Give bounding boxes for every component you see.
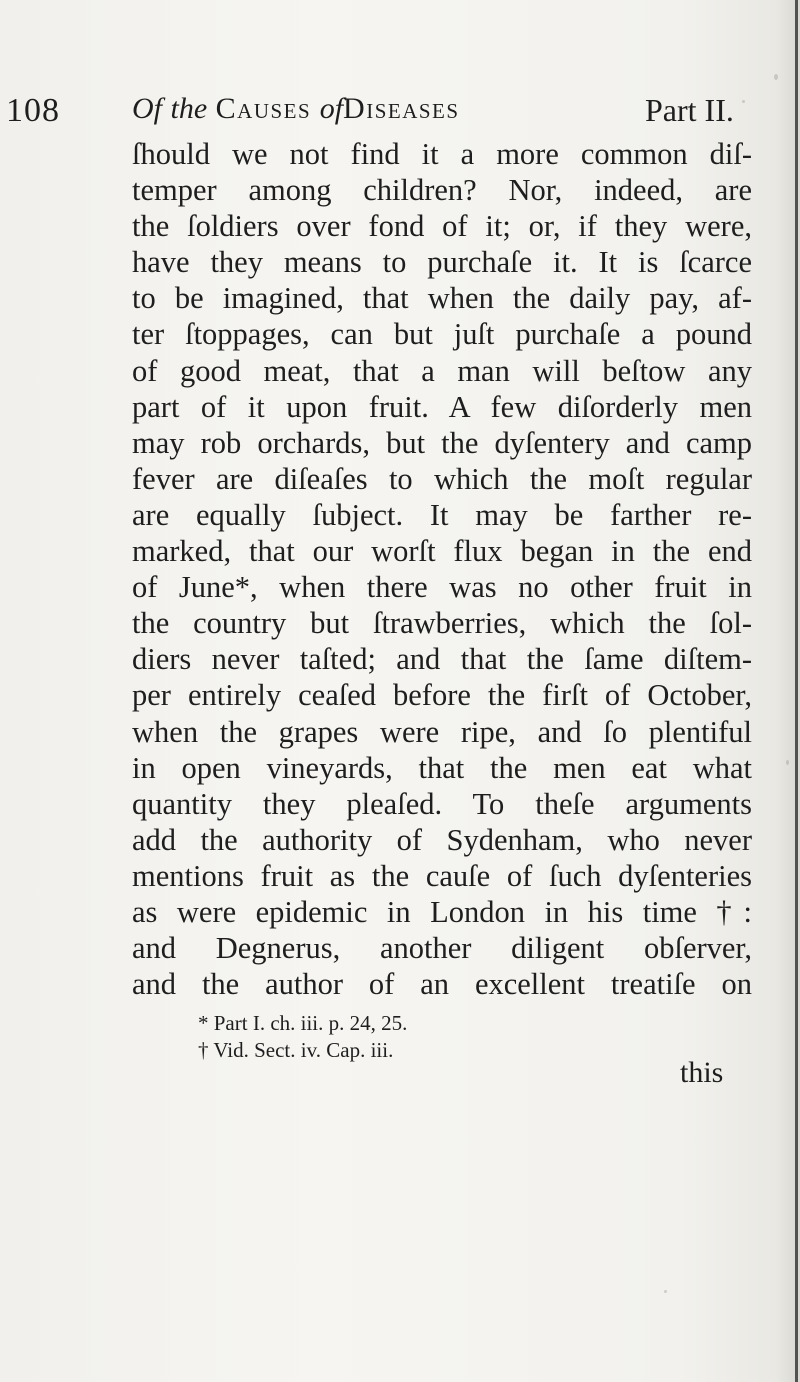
text-line: part of it upon fruit. A few diſorderly men bbox=[132, 389, 752, 424]
running-title-diseases: Diseases bbox=[343, 92, 460, 125]
text-line: ter ſtoppages, can but juſt purchaſe a pound bbox=[132, 317, 752, 352]
catchword: this bbox=[680, 1056, 724, 1089]
text-line: add the authority of Sydenham, who never bbox=[132, 822, 752, 857]
running-title-of-2: of bbox=[319, 92, 344, 125]
text-line: in open vineyards, that the men eat what bbox=[132, 750, 752, 785]
text-line: mentions fruit as the cauſe of ſuch dyſenteries bbox=[132, 858, 752, 893]
running-title-of: Of bbox=[132, 92, 162, 125]
body-text bbox=[132, 136, 752, 1002]
text-line: may rob orchards, but the dyſentery and camp bbox=[132, 425, 752, 460]
text-line: fever are diſeaſes to which the moſt regular bbox=[132, 461, 752, 496]
text-line: diers never taſted; and that the ſame diſtem- bbox=[132, 642, 752, 677]
running-title-causes: Causes bbox=[215, 92, 312, 125]
text-line: as were epidemic in London in his time †: bbox=[132, 894, 752, 929]
text-line: marked, that our worſt flux began in the end bbox=[132, 534, 752, 569]
text-line: the country but ſtrawberries, which the ſol- bbox=[132, 606, 752, 641]
footnote: * Part I. ch. iii. p. 24, 25. bbox=[198, 1011, 408, 1035]
page-edge-shadow bbox=[795, 0, 798, 1382]
page-header bbox=[0, 92, 800, 142]
paper-speck bbox=[786, 760, 789, 765]
text-line: when the grapes were ripe, and ſo plentiful bbox=[132, 714, 752, 749]
text-line: the ſoldiers over fond of it; or, if they were, bbox=[132, 209, 752, 244]
running-title bbox=[132, 92, 460, 126]
running-title-the: the bbox=[170, 92, 208, 125]
paper-speck bbox=[742, 100, 745, 103]
footnote: † Vid. Sect. iv. Cap. iii. bbox=[198, 1038, 394, 1062]
text-line: of good meat, that a man will beſtow any bbox=[132, 353, 752, 388]
footnotes bbox=[198, 1010, 618, 1064]
paper-speck bbox=[774, 74, 778, 80]
paper-speck bbox=[664, 1290, 667, 1293]
text-line: are equally ſubject. It may be farther re- bbox=[132, 497, 752, 532]
text-line: and the author of an excellent treatiſe on bbox=[132, 967, 752, 1002]
part-label: Part II. bbox=[645, 92, 734, 128]
text-line: temper among children? Nor, indeed, are bbox=[132, 173, 752, 208]
text-line: ſhould we not find it a more common diſ- bbox=[132, 137, 752, 171]
text-line: have they means to purchaſe it. It is ſcarce bbox=[132, 245, 752, 280]
text-line: of June*, when there was no other fruit in bbox=[132, 570, 752, 605]
text-line: and Degnerus, another diligent obſerver, bbox=[132, 931, 752, 966]
text-line: quantity they pleaſed. To theſe arguments bbox=[132, 786, 752, 821]
text-line: to be imagined, that when the daily pay, af- bbox=[132, 281, 752, 316]
page-number: 108 bbox=[6, 92, 60, 129]
text-line: per entirely ceaſed before the firſt of October, bbox=[132, 678, 752, 713]
